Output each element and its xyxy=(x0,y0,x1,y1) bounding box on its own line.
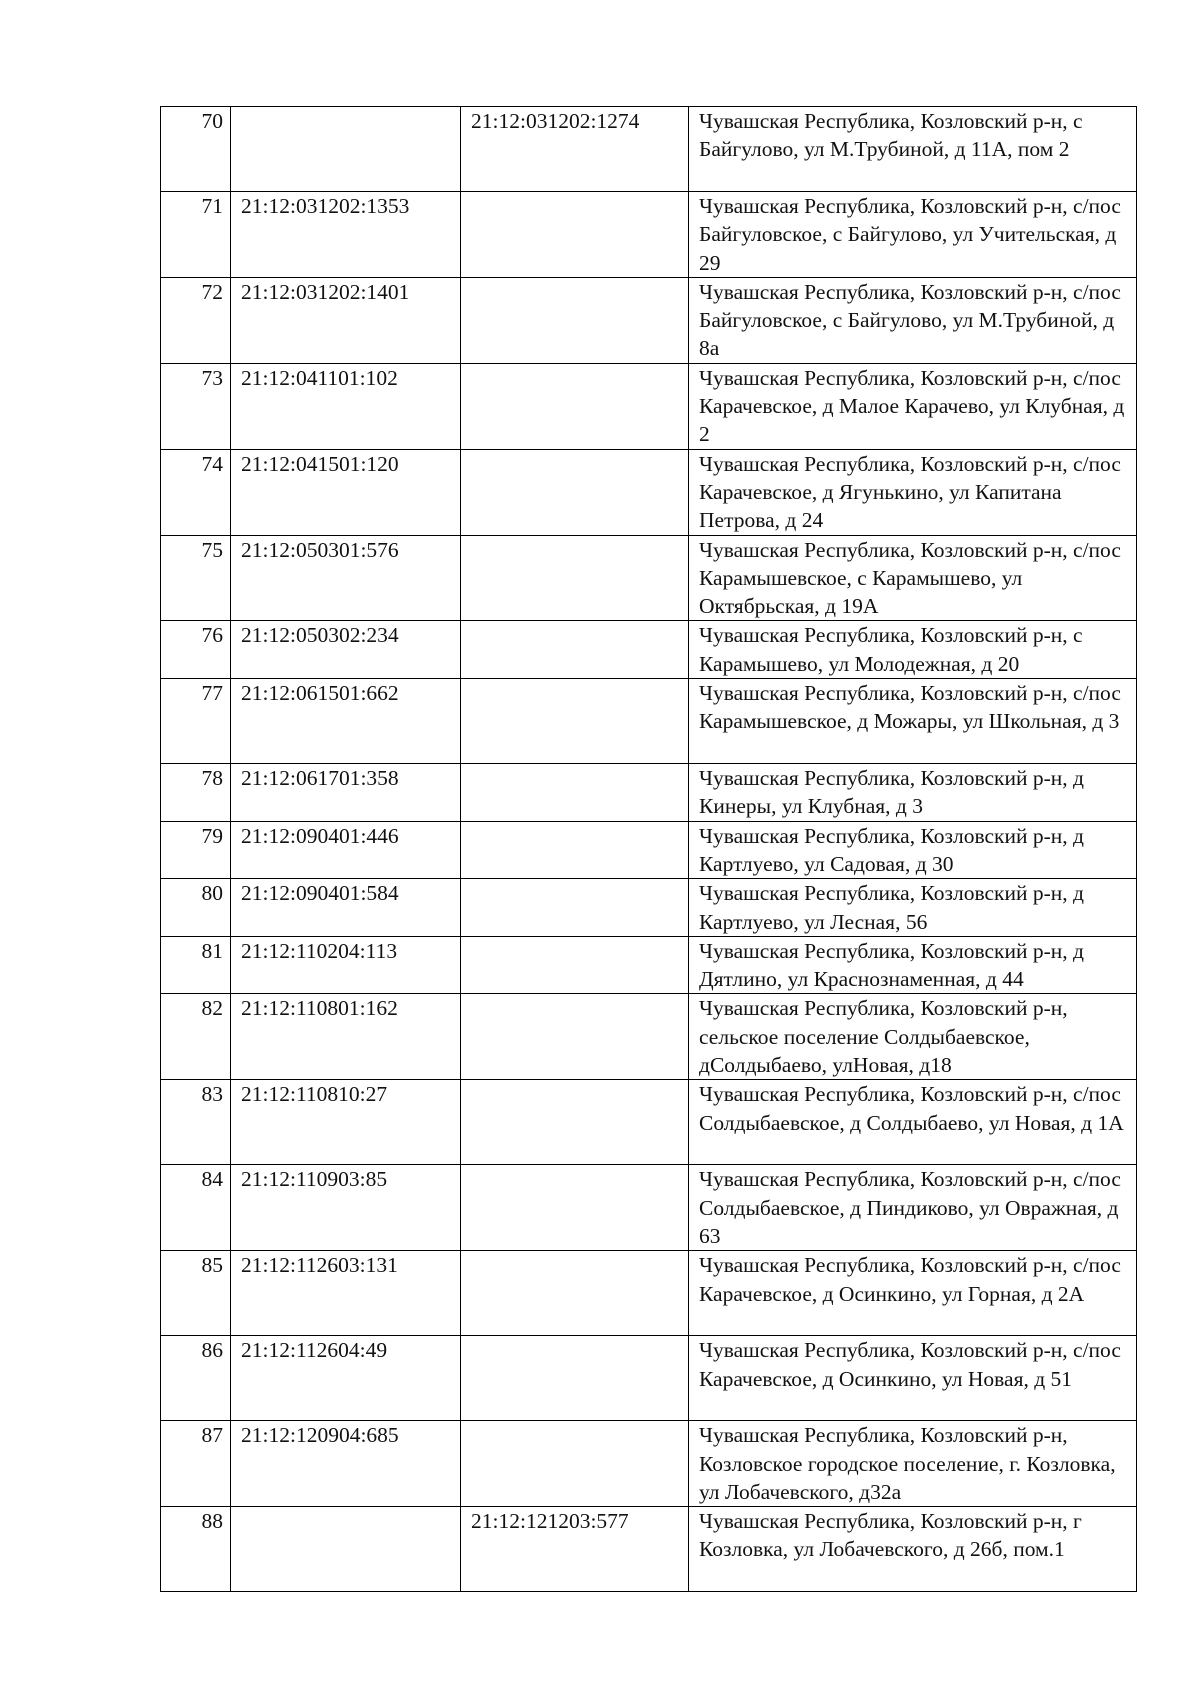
table-row xyxy=(161,1421,1137,1507)
cadastral-number: 21:12:061501:662 xyxy=(231,679,461,764)
row-number: 86 xyxy=(161,1336,231,1421)
cadastral-number: 21:12:050301:576 xyxy=(231,535,461,621)
table-row xyxy=(161,1080,1137,1165)
cadastral-number-alt xyxy=(461,535,689,621)
row-number: 83 xyxy=(161,1080,231,1165)
cadastral-number: 21:12:090401:446 xyxy=(231,821,461,879)
table-row xyxy=(161,535,1137,621)
table-row xyxy=(161,1507,1137,1592)
row-number: 87 xyxy=(161,1421,231,1507)
table-row xyxy=(161,994,1137,1080)
address-cell: Чувашская Республика, Козловский р-н, г Козловка, ул Лобачевского, д 26б, пом.1 xyxy=(689,1507,1137,1592)
table-row xyxy=(161,879,1137,937)
address-cell: Чувашская Республика, Козловский р-н, с Байгулово, ул М.Трубиной, д 11А, пом 2 xyxy=(689,107,1137,192)
cadastral-number-alt xyxy=(461,1336,689,1421)
cadastral-number-alt xyxy=(461,449,689,535)
cadastral-number-alt xyxy=(461,821,689,879)
cadastral-number-alt xyxy=(461,879,689,937)
table-row xyxy=(161,192,1137,278)
cadastral-number-alt xyxy=(461,621,689,679)
address-cell: Чувашская Республика, Козловский р-н, с Карамышево, ул Молодежная, д 20 xyxy=(689,621,1137,679)
address-cell: Чувашская Республика, Козловский р-н, сельское поселение Солдыбаевское, дСолдыбаево, улНовая, д18 xyxy=(689,994,1137,1080)
cadastral-number: 21:12:031202:1401 xyxy=(231,277,461,363)
table-row xyxy=(161,621,1137,679)
row-number: 79 xyxy=(161,821,231,879)
cadastral-number: 21:12:110801:162 xyxy=(231,994,461,1080)
cadastral-number-alt xyxy=(461,1165,689,1251)
cadastral-number-alt: 21:12:121203:577 xyxy=(461,1507,689,1592)
row-number: 82 xyxy=(161,994,231,1080)
row-number: 88 xyxy=(161,1507,231,1592)
table-row xyxy=(161,107,1137,192)
row-number: 80 xyxy=(161,879,231,937)
table-row xyxy=(161,363,1137,449)
table-row xyxy=(161,936,1137,994)
row-number: 75 xyxy=(161,535,231,621)
table-row xyxy=(161,1165,1137,1251)
cadastral-number: 21:12:112603:131 xyxy=(231,1251,461,1336)
cadastral-number-alt xyxy=(461,192,689,278)
row-number: 78 xyxy=(161,764,231,822)
row-number: 73 xyxy=(161,363,231,449)
address-cell: Чувашская Республика, Козловский р-н, с/пос Карачевское, д Малое Карачево, ул Клубная, д 2 xyxy=(689,363,1137,449)
cadastral-number xyxy=(231,1507,461,1592)
row-number: 81 xyxy=(161,936,231,994)
address-cell: Чувашская Республика, Козловский р-н, с/пос Карачевское, д Ягунькино, ул Капитана Петрова, д 24 xyxy=(689,449,1137,535)
cadastral-number: 21:12:041101:102 xyxy=(231,363,461,449)
address-cell: Чувашская Республика, Козловский р-н, с/пос Солдыбаевское, д Солдыбаево, ул Новая, д 1А xyxy=(689,1080,1137,1165)
cadastral-number-alt xyxy=(461,1080,689,1165)
cadastral-number-alt xyxy=(461,764,689,822)
cadastral-number-alt xyxy=(461,679,689,764)
table-row xyxy=(161,1336,1137,1421)
row-number: 70 xyxy=(161,107,231,192)
address-cell: Чувашская Республика, Козловский р-н, с/пос Карачевское, д Осинкино, ул Горная, д 2А xyxy=(689,1251,1137,1336)
address-cell: Чувашская Республика, Козловский р-н, Козловское городское поселение, г. Козловка, ул Лобачевского, д32а xyxy=(689,1421,1137,1507)
address-cell: Чувашская Республика, Козловский р-н, с/пос Карамышевское, д Можары, ул Школьная, д 3 xyxy=(689,679,1137,764)
cadastral-number-alt xyxy=(461,363,689,449)
row-number: 77 xyxy=(161,679,231,764)
address-cell: Чувашская Республика, Козловский р-н, с/пос Байгуловское, с Байгулово, ул М.Трубиной, д 8а xyxy=(689,277,1137,363)
address-cell: Чувашская Республика, Козловский р-н, д Картлуево, ул Садовая, д 30 xyxy=(689,821,1137,879)
table-row xyxy=(161,1251,1137,1336)
cadastral-number: 21:12:110204:113 xyxy=(231,936,461,994)
cadastral-number: 21:12:031202:1353 xyxy=(231,192,461,278)
row-number: 74 xyxy=(161,449,231,535)
cadastral-number-alt xyxy=(461,936,689,994)
address-cell: Чувашская Республика, Козловский р-н, д Кинеры, ул Клубная, д 3 xyxy=(689,764,1137,822)
cadastral-number: 21:12:110903:85 xyxy=(231,1165,461,1251)
table-row xyxy=(161,277,1137,363)
table-row xyxy=(161,764,1137,822)
cadastral-number: 21:12:112604:49 xyxy=(231,1336,461,1421)
address-cell: Чувашская Республика, Козловский р-н, д Дятлино, ул Краснознаменная, д 44 xyxy=(689,936,1137,994)
cadastral-number: 21:12:110810:27 xyxy=(231,1080,461,1165)
table-row xyxy=(161,449,1137,535)
cadastral-number-alt: 21:12:031202:1274 xyxy=(461,107,689,192)
row-number: 85 xyxy=(161,1251,231,1336)
cadastral-number-alt xyxy=(461,277,689,363)
cadastral-number-alt xyxy=(461,1421,689,1507)
table-row xyxy=(161,821,1137,879)
cadastral-number: 21:12:061701:358 xyxy=(231,764,461,822)
address-cell: Чувашская Республика, Козловский р-н, с/пос Карамышевское, с Карамышево, ул Октябрьская, д 19А xyxy=(689,535,1137,621)
property-table-body xyxy=(161,107,1137,1592)
address-cell: Чувашская Республика, Козловский р-н, с/пос Солдыбаевское, д Пиндиково, ул Овражная, д 63 xyxy=(689,1165,1137,1251)
address-cell: Чувашская Республика, Козловский р-н, д Картлуево, ул Лесная, 56 xyxy=(689,879,1137,937)
cadastral-number xyxy=(231,107,461,192)
row-number: 71 xyxy=(161,192,231,278)
row-number: 84 xyxy=(161,1165,231,1251)
cadastral-number: 21:12:041501:120 xyxy=(231,449,461,535)
address-cell: Чувашская Республика, Козловский р-н, с/пос Байгуловское, с Байгулово, ул Учительская, д 29 xyxy=(689,192,1137,278)
row-number: 76 xyxy=(161,621,231,679)
row-number: 72 xyxy=(161,277,231,363)
cadastral-number: 21:12:050302:234 xyxy=(231,621,461,679)
table-row xyxy=(161,679,1137,764)
cadastral-number: 21:12:120904:685 xyxy=(231,1421,461,1507)
cadastral-number-alt xyxy=(461,1251,689,1336)
cadastral-number-alt xyxy=(461,994,689,1080)
property-table xyxy=(160,106,1137,1592)
address-cell: Чувашская Республика, Козловский р-н, с/пос Карачевское, д Осинкино, ул Новая, д 51 xyxy=(689,1336,1137,1421)
cadastral-number: 21:12:090401:584 xyxy=(231,879,461,937)
